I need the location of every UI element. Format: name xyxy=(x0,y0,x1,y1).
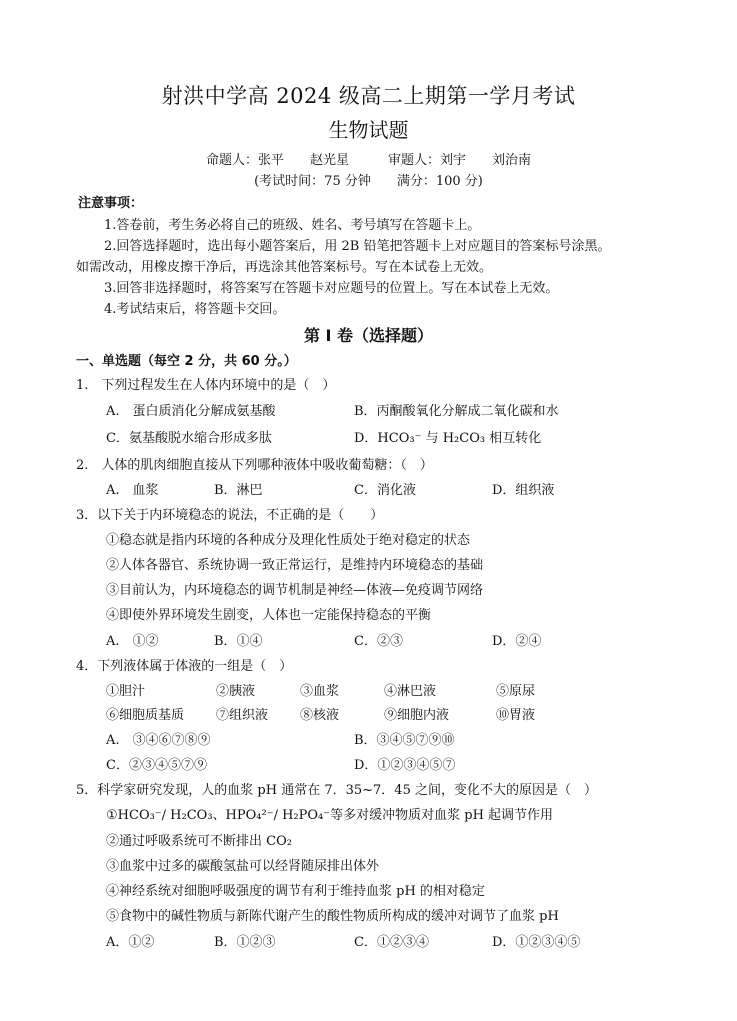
question-5-statement-4: ④神经系统对细胞呼吸强度的调节有利于维持血浆 pH 的相对稳定 xyxy=(106,884,485,899)
question-1-stem: 1. 下列过程发生在人体内环境中的是（ ） xyxy=(76,378,336,393)
question-4-option-c: C．②③④⑤⑦⑨ xyxy=(106,758,207,773)
question-4-item-1: ①胆汁 xyxy=(106,684,146,699)
question-3-stem: 3．以下关于内环境稳态的说法，不正确的是（ ） xyxy=(76,508,384,523)
question-4-item-5: ⑤原尿 xyxy=(496,684,536,699)
question-4-item-9: ⑨细胞内液 xyxy=(384,708,450,723)
question-5-option-a: A．①② xyxy=(106,935,155,950)
question-5-option-c: C．①②③④ xyxy=(354,935,429,950)
question-1-option-c: C．氨基酸脱水缩合形成多肽 xyxy=(106,431,272,446)
question-4-item-10: ⑩胃液 xyxy=(496,708,536,723)
question-3-option-c: C．②③ xyxy=(354,634,403,649)
question-1-option-d: D．HCO₃⁻ 与 H₂CO₃ 相互转化 xyxy=(354,431,542,446)
question-4-option-d: D．①②③④⑤⑦ xyxy=(354,758,456,773)
question-3-statement-2: ②人体各器官、系统协调一致正常运行，是维持内环境稳态的基础 xyxy=(106,558,484,573)
subject-title: 生物试题 xyxy=(328,118,409,142)
question-5-statement-2: ②通过呼吸系统可不断排出 CO₂ xyxy=(106,834,292,849)
question-5-statement-1: ①HCO₃⁻/ H₂CO₃、HPO₄²⁻/ H₂PO₄⁻等多对缓冲物质对血浆 pH 起调节作用 xyxy=(106,808,554,823)
question-5-option-b: B．①②③ xyxy=(214,935,276,950)
notice-heading: 注意事项： xyxy=(78,196,144,211)
question-4-item-2: ②胰液 xyxy=(216,684,256,699)
question-4-item-7: ⑦组织液 xyxy=(216,708,269,723)
question-5-option-d: D．①②③④⑤ xyxy=(492,935,581,950)
notice-item-2-cont: 如需改动，用橡皮擦干净后，再选涂其他答案标号。写在本试卷上无效。 xyxy=(76,260,493,275)
question-2-option-b: B．淋巴 xyxy=(214,483,263,498)
question-5-statement-3: ③血浆中过多的碳酸氢盐可以经肾随尿排出体外 xyxy=(106,859,380,874)
exam-title: 射洪中学高 2024 级高二上期第一学月考试 xyxy=(161,84,576,108)
question-2-option-d: D．组织液 xyxy=(492,483,555,498)
section-subtitle: 一、单选题（每空 2 分，共 60 分。） xyxy=(76,354,297,369)
question-4-stem: 4．下列液体属于体液的一组是（ ） xyxy=(76,659,293,674)
notice-item-2: 2.回答选择题时，选出每小题答案后，用 2B 铅笔把答题卡上对应题目的答案标号涂黑。 xyxy=(104,239,611,254)
question-4-item-8: ⑧核液 xyxy=(300,708,340,723)
question-3-option-b: B．①④ xyxy=(214,634,263,649)
question-2-option-a: A. 血浆 xyxy=(106,483,159,498)
exam-info: (考试时间：75 分钟 满分：100 分) xyxy=(254,174,483,189)
section-title: 第 I 卷（选择题） xyxy=(303,326,434,345)
question-4-item-6: ⑥细胞质基质 xyxy=(106,708,185,723)
question-2-option-c: C．消化液 xyxy=(354,483,416,498)
question-1-option-b: B．丙酮酸氧化分解成二氧化碳和水 xyxy=(354,404,559,419)
question-3-statement-3: ③目前认为，内环境稳态的调节机制是神经—体液—免疫调节网络 xyxy=(106,583,484,598)
notice-item-1: 1.答卷前，考生务必将自己的班级、姓名、考号填写在答题卡上。 xyxy=(104,218,481,233)
notice-item-4: 4.考试结束后，将答题卡交回。 xyxy=(104,302,286,317)
question-3-option-a: A. ①② xyxy=(106,634,159,649)
authors-line: 命题人：张平 赵光星 审题人：刘宇 刘治南 xyxy=(205,153,531,168)
question-4-option-a: A. ③④⑥⑦⑧⑨ xyxy=(106,733,211,748)
notice-item-3: 3.回答非选择题时，将答案写在答题卡对应题号的位置上。写在本试卷上无效。 xyxy=(104,281,559,296)
question-3-statement-1: ①稳态就是指内环境的各种成分及理化性质处于绝对稳定的状态 xyxy=(106,533,471,548)
question-3-option-d: D．②④ xyxy=(492,634,542,649)
question-1-option-a: A. 蛋白质消化分解成氨基酸 xyxy=(106,404,276,419)
question-3-statement-4: ④即使外界环境发生剧变，人体也一定能保持稳态的平衡 xyxy=(106,608,432,623)
question-5-stem: 5．科学家研究发现，人的血浆 pH 通常在 7．35~7．45 之间，变化不大的原因是（ ） xyxy=(76,783,597,798)
question-2-stem: 2. 人体的肌肉细胞直接从下列哪种液体中吸收葡萄糖：（ ） xyxy=(76,458,433,473)
question-5-statement-5: ⑤食物中的碱性物质与新陈代谢产生的酸性物质所构成的缓冲对调节了血浆 pH xyxy=(106,909,559,924)
question-4-item-3: ③血浆 xyxy=(300,684,340,699)
question-4-option-b: B．③④⑤⑦⑨⑩ xyxy=(354,733,455,748)
question-4-item-4: ④淋巴液 xyxy=(384,684,437,699)
